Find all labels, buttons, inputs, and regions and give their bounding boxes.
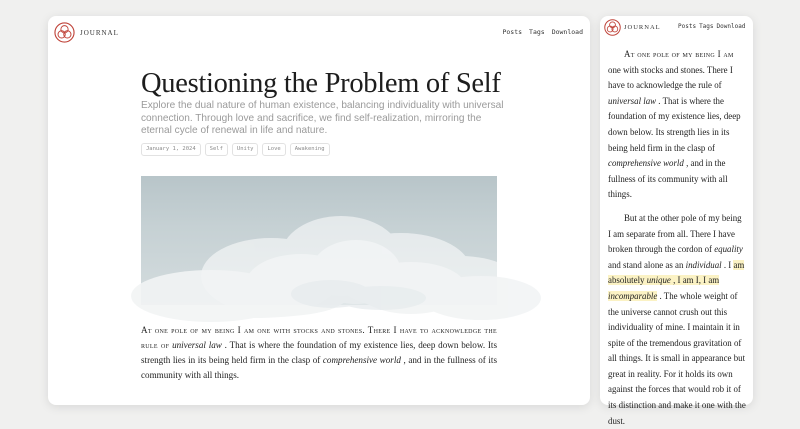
post-date-badge: January 1, 2024 [141,143,201,156]
article-body-paragraph [141,323,497,383]
post-subtitle: Explore the dual nature of human existence, balancing individuality with universal connection. Through love and sacrifice, we find self-realization, mirroring the eternal cycle of renewal in life and nature. [141,100,504,136]
side-text: But at the other pole of my being I am separate from all. There I have broken through the cordon of [608,212,742,255]
article-text: . That is where the foundation of my existence lies, deep down below. Its strength lies in its being held firm in the clasp of [141,340,497,365]
hero-image-clouds [141,176,497,305]
side-brand-name: JOURNAL [624,24,661,31]
tag-unity[interactable]: Unity [232,143,259,156]
side-nav-tags-link[interactable]: Tags [699,23,714,30]
side-lead: At one pole of my being I am [624,49,734,59]
site-logo[interactable] [54,22,119,43]
side-term-equality: equality [714,244,743,255]
side-text: one with stocks and stones. There I have to acknowledge the rule of [608,64,733,91]
article-text-tail: , and in the fullness of its community with all things. [141,355,497,380]
highlight-term-unique: unique [646,275,671,286]
highlight-part: am absolutely [608,259,745,286]
post-meta-tags [141,143,330,156]
term-universal-law: universal law [172,340,222,350]
brand-name: JOURNAL [80,28,119,37]
side-paragraph-1 [608,47,746,203]
nav-posts-link[interactable]: Posts [502,28,523,36]
tag-love[interactable]: Love [262,143,285,156]
side-nav [678,23,745,30]
side-nav-posts-link[interactable]: Posts [678,23,697,30]
reader-preview-card [600,16,753,426]
side-text: and stand alone as an [608,259,684,270]
side-paragraph-2 [608,211,746,429]
side-text: , and in the fullness of its community with all things. [608,158,728,200]
tag-self[interactable]: Self [205,143,228,156]
side-text: . That is where the foundation of my existence lies, deep down below. Its strength lies in its being held firm in the clasp of [608,95,741,153]
top-nav [502,28,583,36]
cloud-illustration-icon [141,176,497,305]
side-site-logo[interactable] [604,19,661,36]
highlight-term-incomparable: incomparable [608,290,658,301]
journal-logo-icon [54,22,75,43]
side-text: . The whole weight of the universe cannot crush out this individuality of mine. I maintain it in spite of the tremendous gravitation of all things. It is small in appearance but great in reality. For it holds its own against the forces that would rob it of its distinction and make it one with the dust. [608,290,746,426]
term-comprehensive-world: comprehensive world [322,355,401,365]
side-term-comprehensive-world: comprehensive world [608,158,684,169]
side-article-body [608,47,746,429]
nav-tags-link[interactable]: Tags [529,28,545,36]
article-lead: At one pole of my being I am one with stocks and stones. There I have to acknowledge the rule of [141,325,497,350]
tag-awakening[interactable]: Awakening [290,143,330,156]
nav-download-link[interactable]: Download [551,28,583,36]
side-text: . I [723,259,732,270]
post-title: Questioning the Problem of Self [141,68,501,99]
side-term-individual: individual [685,259,722,270]
journal-logo-icon [604,19,621,36]
side-term-universal-law: universal law [608,95,657,106]
highlight-part: , I am I, I am [673,275,720,286]
side-nav-download-link[interactable]: Download [716,23,746,30]
article-card [48,16,590,405]
